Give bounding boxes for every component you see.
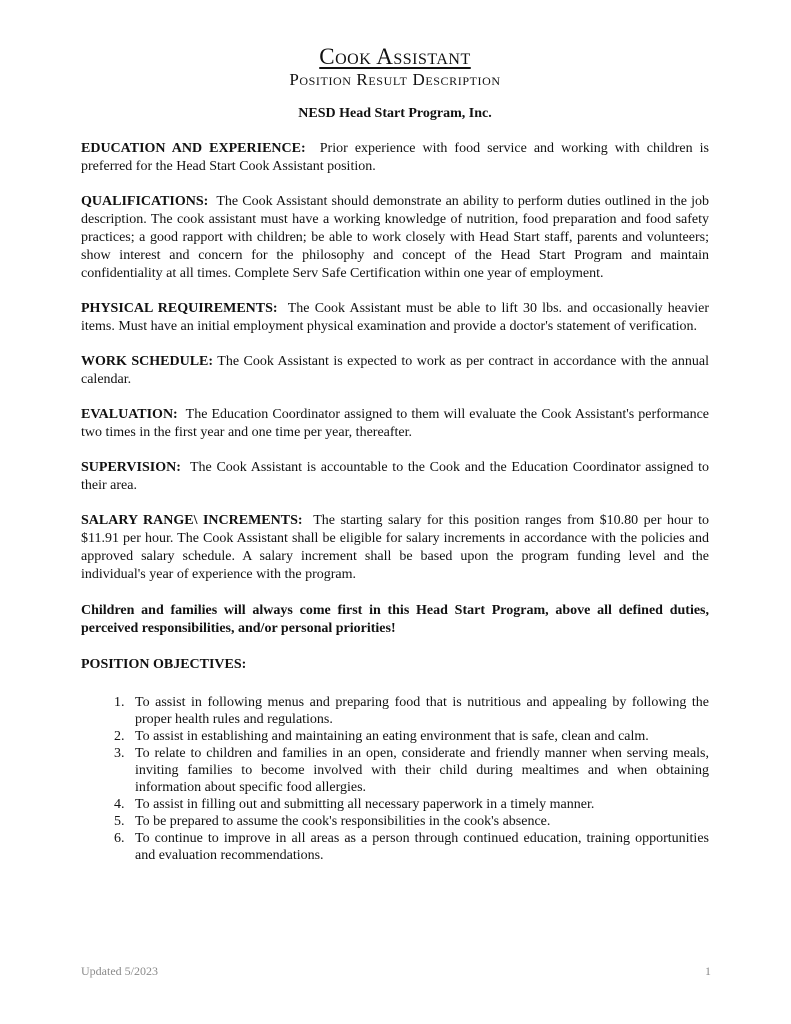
section-label: PHYSICAL REQUIREMENTS: <box>81 301 278 316</box>
document-title-text: Cook Assistant <box>319 44 471 69</box>
footer-updated-date: Updated 5/2023 <box>81 964 158 978</box>
document-page <box>81 44 709 864</box>
section-label: SALARY RANGE\ INCREMENTS: <box>81 513 303 528</box>
objective-item: 3. To relate to children and families in an open, considerate and friendly manner when serving meals, inviting families to become involved with their child during mealtimes and when obtaining information about specific food allergies. <box>128 745 709 796</box>
objective-item: 2. To assist in establishing and maintaining an eating environment that is safe, clean and calm. <box>128 728 709 745</box>
section-work-schedule <box>81 353 709 389</box>
objective-item: 1. To assist in following menus and preparing food that is nutritious and appealing by following the proper health rules and regulations. <box>128 694 709 728</box>
section-label: EDUCATION AND EXPERIENCE: <box>81 141 306 156</box>
section-text: The Education Coordinator assigned to them will evaluate the Cook Assistant's performance two times in the first year and one time per year, thereafter. <box>81 407 709 440</box>
section-text: Prior experience with food service and working with children is preferred for the Head Start Cook Assistant position. <box>81 141 710 174</box>
program-motto: Children and families will always come first in this Head Start Program, above all defined duties, perceived responsibilities, and/or personal priorities! <box>81 603 709 636</box>
section-text: The Cook Assistant should demonstrate an ability to perform duties outlined in the job description. The cook assistant must have a working knowledge of nutrition, food preparation and food safety practices; a good rapport with children; be able to work closely with Head Start staff, parents and volunteers; show interest and concern for the philosophy and concept of the Head Start Program and maintain confidentiality at all times. Complete Serv Safe Certification within one year of employment. <box>81 194 709 281</box>
objectives-list <box>81 694 709 864</box>
section-evaluation <box>81 406 709 442</box>
objectives-heading: POSITION OBJECTIVES: <box>81 657 247 672</box>
section-label: WORK SCHEDULE: <box>81 354 214 369</box>
section-physical-requirements <box>81 300 709 336</box>
objective-item: 4. To assist in filling out and submitting all necessary paperwork in a timely manner. <box>128 796 709 813</box>
section-supervision <box>81 459 709 495</box>
document-subtitle: Position Result Description <box>289 70 501 89</box>
objective-item: 5. To be prepared to assume the cook's responsibilities in the cook's absence. <box>128 813 709 830</box>
section-label: EVALUATION: <box>81 407 178 422</box>
section-education-experience <box>81 140 709 176</box>
section-label: SUPERVISION: <box>81 460 181 475</box>
section-text: The Cook Assistant is accountable to the Cook and the Education Coordinator assigned to their area. <box>81 460 709 493</box>
section-salary-range <box>81 512 709 584</box>
objective-item: 6. To continue to improve in all areas as a person through continued education, training opportunities and evaluation recommendations. <box>128 830 709 864</box>
section-text: The Cook Assistant is expected to work as per contract in accordance with the annual calendar. <box>81 354 709 387</box>
footer-page-number: 1 <box>705 964 711 978</box>
document-title <box>81 44 709 70</box>
section-label: QUALIFICATIONS: <box>81 194 209 209</box>
section-text: The starting salary for this position ranges from $10.80 per hour to $11.91 per hour. The Cook Assistant shall be eligible for salary increments in accordance with the policies and approved salary schedule. A salary increment shall be based upon the program funding level and the individual's year of experience with the program. <box>81 513 709 582</box>
organization-name: NESD Head Start Program, Inc. <box>298 106 492 121</box>
section-qualifications <box>81 193 709 283</box>
section-text: The Cook Assistant must be able to lift 30 lbs. and occasionally heavier items. Must have an initial employment physical examination and provide a doctor's statement of verification. <box>81 301 710 334</box>
